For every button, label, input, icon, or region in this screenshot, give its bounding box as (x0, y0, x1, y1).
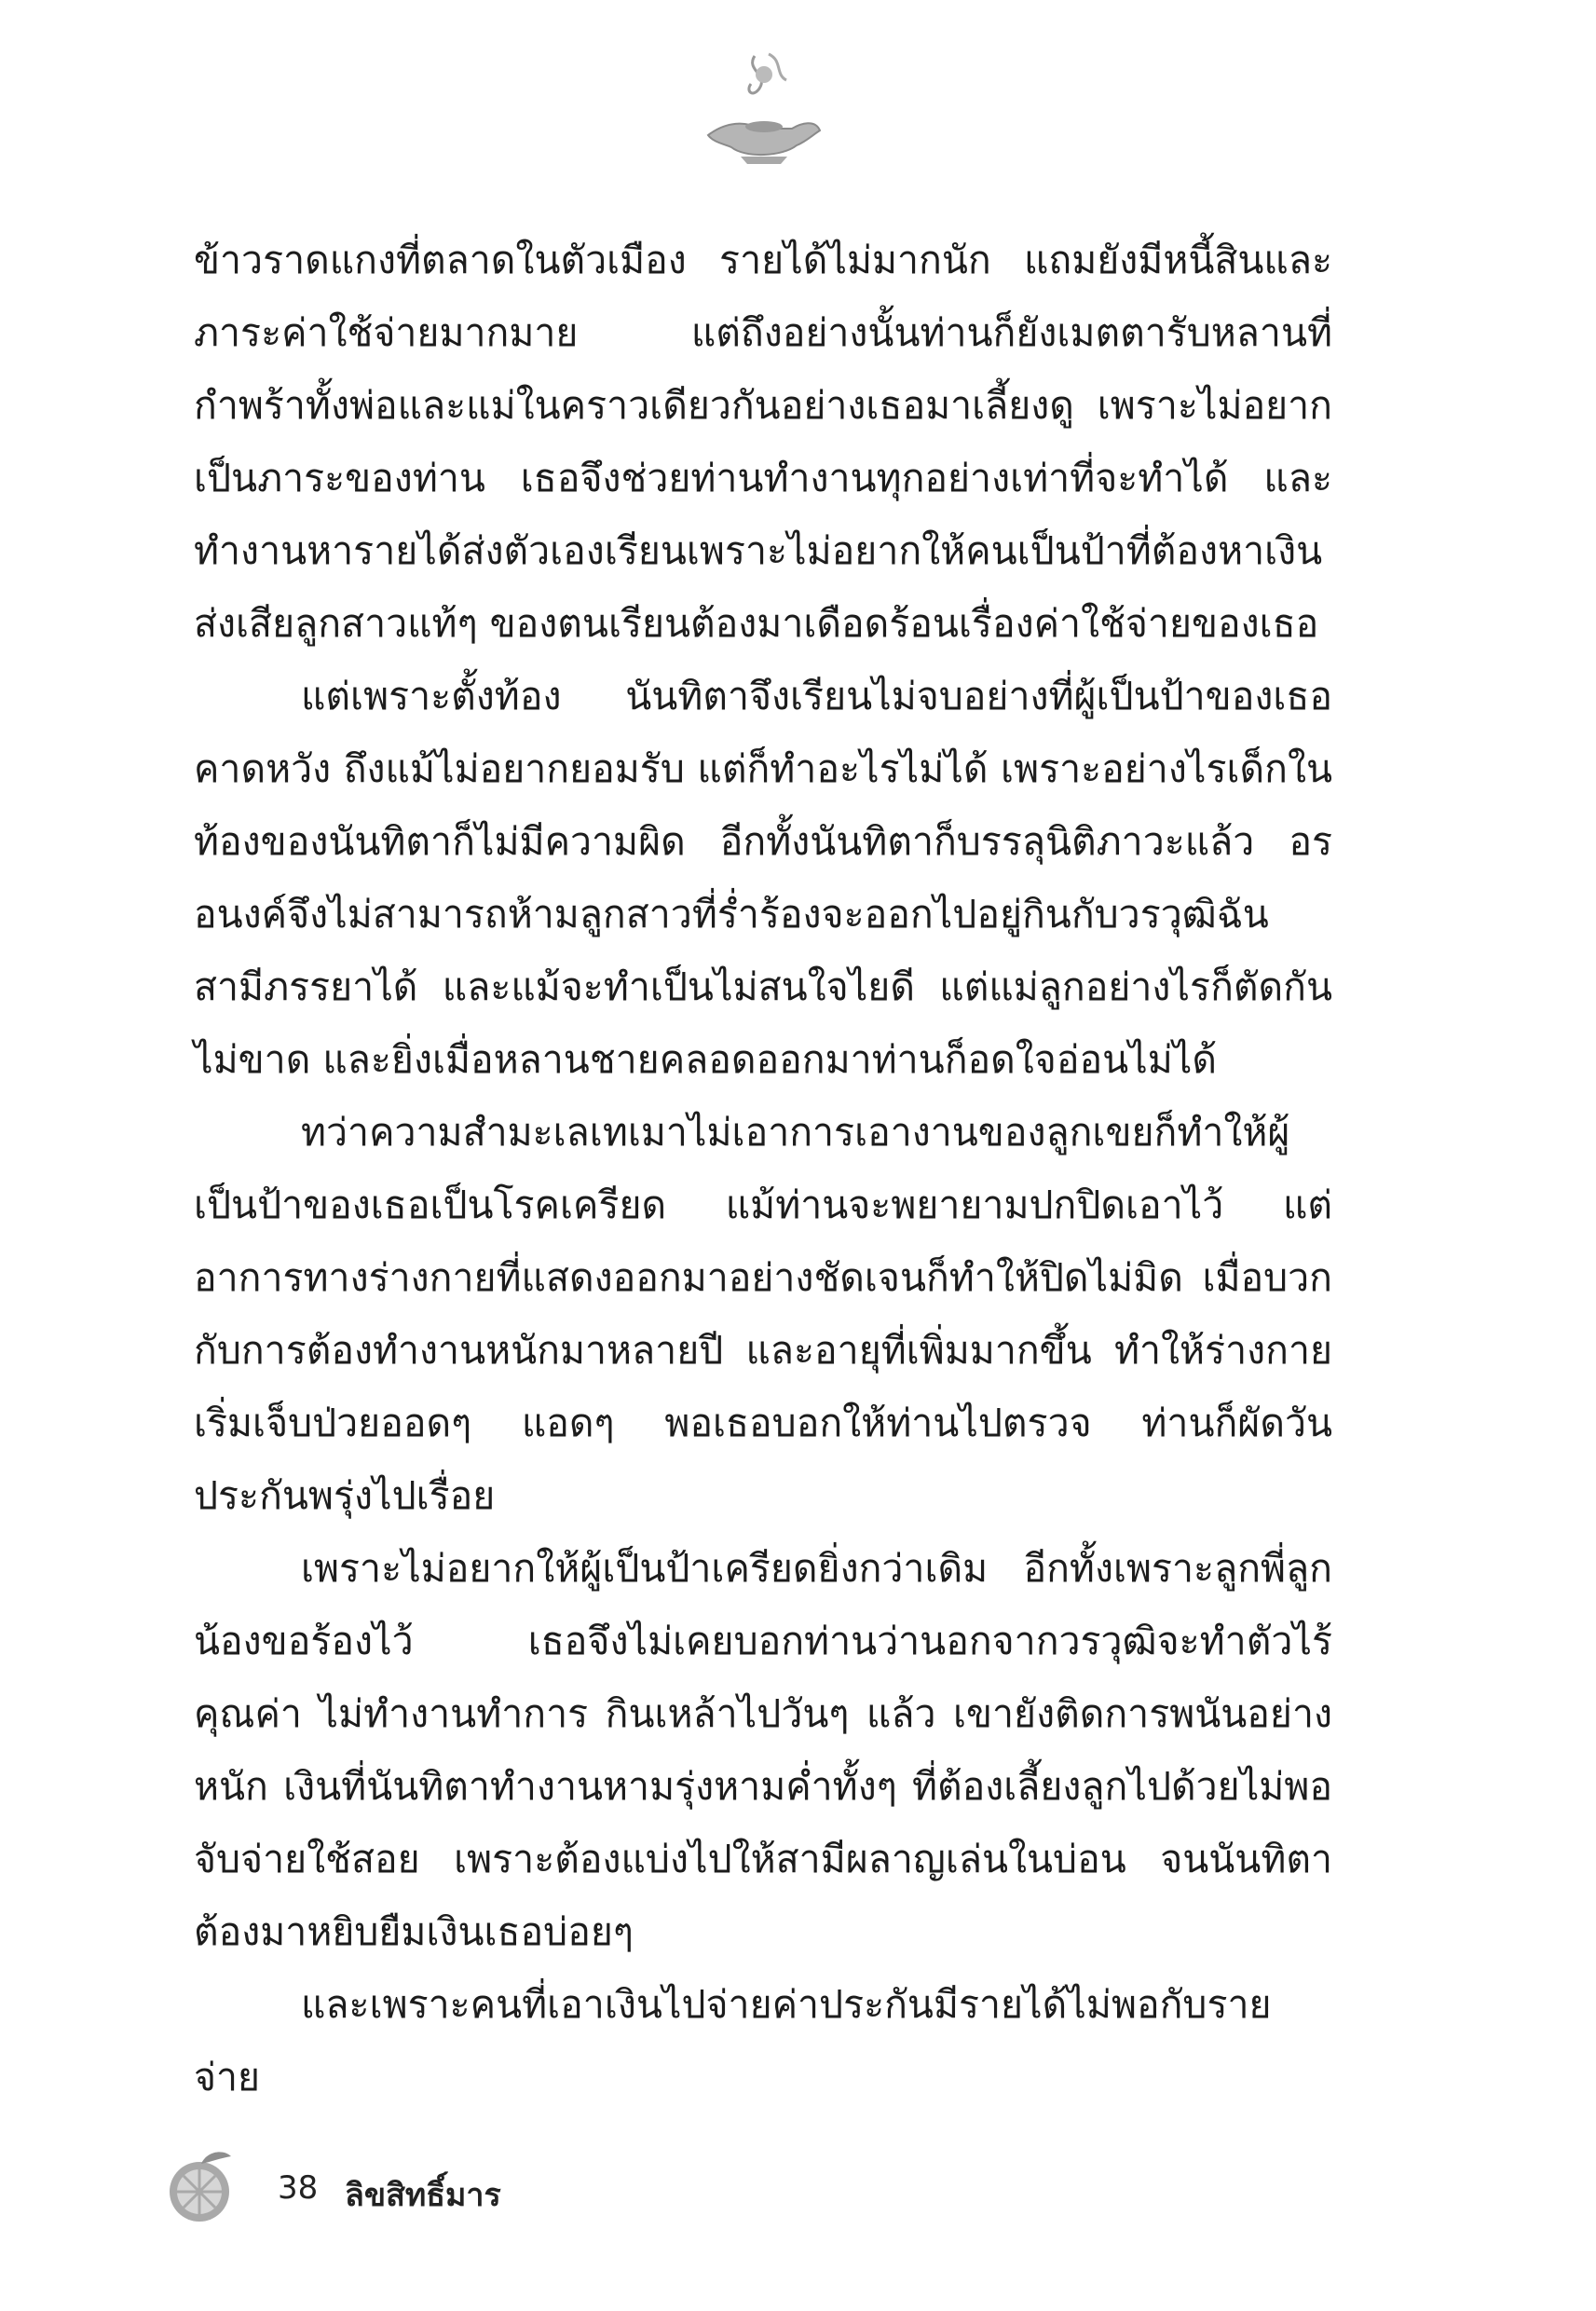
paragraph: ทว่าความสำมะเลเทเมาไม่เอาการเอางานของลูกเขยก็ทำให้ผู้เป็นป้าของเธอเป็นโรคเครียด แม้ท่านจะพยายามปกปิดเอาไว้ แต่อาการทางร่างกายที่แสดงออกมาอย่างชัดเจนก็ทำให้ปิดไม่มิด เมื่อบวกกับการต้องทำงานหนักมาหลายปี และอายุที่เพิ่มมากขึ้น ทำให้ร่างกายเริ่มเจ็บป่วยออดๆ แอดๆ พอเธอบอกให้ท่านไปตรวจ ท่านก็ผัดวันประกันพรุ่งไปเรื่อย (194, 1110, 1332, 1518)
page-number: 38 (278, 2169, 319, 2207)
paragraph: และเพราะคนที่เอาเงินไปจ่ายค่าประกันมีรายได้ไม่พอกับรายจ่าย (194, 1982, 1272, 2099)
genie-lamp-icon (689, 47, 829, 168)
main-text (194, 224, 1332, 2113)
paragraph: แต่เพราะตั้งท้อง นันทิตาจึงเรียนไม่จบอย่างที่ผู้เป็นป้าของเธอคาดหวัง ถึงแม้ไม่อยากยอมรับ แต่ก็ทำอะไรไม่ได้ เพราะอย่างไรเด็กในท้องของนันทิตาก็ไม่มีความผิด อีกทั้งนันทิตาก็บรรลุนิติภาวะแล้ว อรอนงค์จึงไม่สามารถห้ามลูกสาวที่ร่ำร้องจะออกไปอยู่กินกับวรวุฒิฉันสามีภรรยาได้ และแม้จะทำเป็นไม่สนใจไยดี แต่แม่ลูกอย่างไรก็ตัดกันไม่ขาด และยิ่งเมื่อหลานชายคลอดออกมาท่านก็อดใจอ่อนไม่ได้ (194, 674, 1332, 1082)
paragraph: ข้าวราดแกงที่ตลาดในตัวเมือง รายได้ไม่มากนัก แถมยังมีหนี้สินและภาระค่าใช้จ่ายมากมาย แต่ถึงอย่างนั้นท่านก็ยังเมตตารับหลานที่กำพร้าทั้งพ่อและแม่ในคราวเดียวกันอย่างเธอมาเลี้ยงดู เพราะไม่อยากเป็นภาระของท่าน เธอจึงช่วยท่านทำงานทุกอย่างเท่าที่จะทำได้ และทำงานหารายได้ส่งตัวเองเรียนเพราะไม่อยากให้คนเป็นป้าที่ต้องหาเงินส่งเสียลูกสาวแท้ๆ ของตนเรียนต้องมาเดือดร้อนเรื่องค่าใช้จ่ายของเธอ (194, 238, 1332, 646)
book-title: ลิขสิทธิ์มาร (345, 2177, 501, 2214)
paragraph: เพราะไม่อยากให้ผู้เป็นป้าเครียดยิ่งกว่าเดิม อีกทั้งเพราะลูกพี่ลูกน้องขอร้องไว้ เธอจึงไม่เคยบอกท่านว่านอกจากวรวุฒิจะทำตัวไร้คุณค่า ไม่ทำงานทำการ กินเหล้าไปวันๆ แล้ว เขายังติดการพนันอย่างหนัก เงินที่นันทิตาทำงานหามรุ่งหามค่ำทั้งๆ ที่ต้องเลี้ยงลูกไปด้วยไม่พอจับจ่ายใช้สอย เพราะต้องแบ่งไปให้สามีผลาญเล่นในบ่อน จนนันทิตาต้องมาหยิบยืมเงินเธอบ่อยๆ (194, 1546, 1332, 1954)
citrus-fruit-icon (158, 2143, 242, 2227)
page-footer (158, 2143, 811, 2227)
